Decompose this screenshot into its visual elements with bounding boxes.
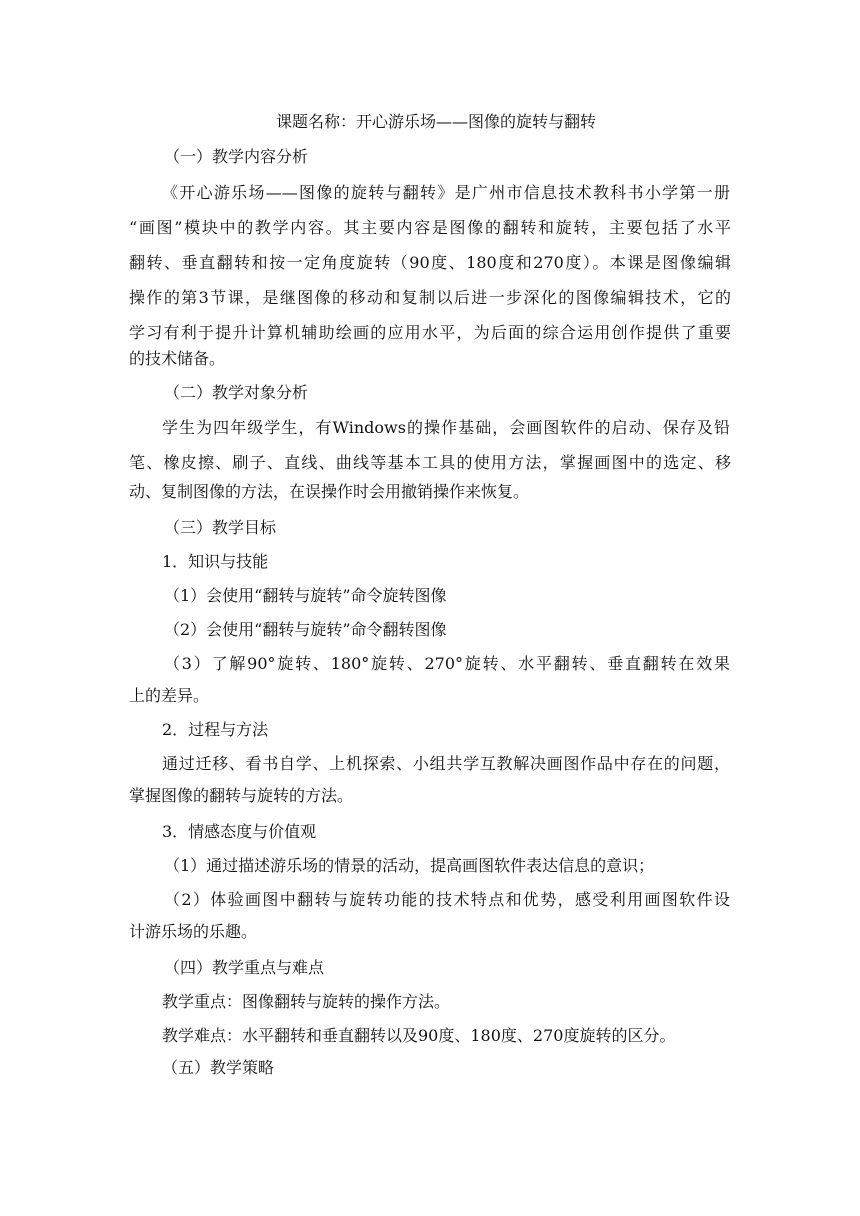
list-item: （1）会使用“翻转与旋转”命令旋转图像 — [164, 586, 447, 605]
paragraph-line: 通过迁移、看书自学、上机探索、小组共学互教解决画图作品中存在的问题， — [162, 754, 730, 773]
document-title: 课题名称：开心游乐场——图像的旋转与翻转 — [276, 112, 597, 131]
key-point-line: 教学重点：图像翻转与旋转的操作方法。 — [162, 992, 451, 1011]
paragraph-line: 学习有利于提升计算机辅助绘画的应用水平，为后面的综合运用创作提供了重要 — [129, 323, 731, 342]
paragraph-line: 掌握图像的翻转与旋转的方法。 — [129, 786, 354, 805]
paragraph-line: 的技术储备。 — [129, 349, 226, 368]
paragraph-line: 动、复制图像的方法，在误操作时会用撤销操作来恢复。 — [129, 482, 530, 501]
section-heading-content-analysis: （一）教学内容分析 — [164, 147, 309, 166]
paragraph-line: 笔、橡皮擦、刷子、直线、曲线等基本工具的使用方法，掌握画图中的选定、移 — [129, 453, 731, 472]
list-item: （2）会使用“翻转与旋转”命令翻转图像 — [164, 620, 447, 639]
list-item: （3）了解90°旋转、180°旋转、270°旋转、水平翻转、垂直翻转在效果 — [164, 654, 730, 673]
list-item-continuation: 上的差异。 — [129, 686, 210, 705]
subheading-process-methods: 2．过程与方法 — [162, 720, 269, 739]
list-item-continuation: 计游乐场的乐趣。 — [129, 922, 258, 941]
paragraph-line: “画图”模块中的教学内容。其主要内容是图像的翻转和旋转，主要包括了水平 — [129, 218, 731, 237]
subheading-knowledge-skills: 1．知识与技能 — [162, 552, 269, 571]
subheading-attitudes-values: 3．情感态度与价值观 — [162, 822, 317, 841]
list-item: （2）体验画图中翻转与旋转功能的技术特点和优势，感受利用画图软件设 — [164, 890, 730, 909]
difficulty-line: 教学难点：水平翻转和垂直翻转以及90度、180度、270度旋转的区分。 — [162, 1026, 676, 1045]
section-heading-learner-analysis: （二）教学对象分析 — [164, 383, 309, 402]
paragraph-line: 翻转、垂直翻转和按一定角度旋转（90度、180度和270度）。本课是图像编辑 — [129, 253, 731, 272]
section-heading-objectives: （三）教学目标 — [164, 518, 277, 537]
paragraph-line: 《开心游乐场——图像的旋转与翻转》是广州市信息技术教科书小学第一册 — [162, 183, 730, 202]
section-heading-strategy: （五）教学策略 — [162, 1058, 275, 1077]
list-item: （1）通过描述游乐场的情景的活动，提高画图软件表达信息的意识； — [164, 856, 655, 875]
section-heading-key-difficulties: （四）教学重点与难点 — [164, 958, 325, 977]
paragraph-line: 操作的第3节课，是继图像的移动和复制以后进一步深化的图像编辑技术，它的 — [129, 288, 731, 307]
paragraph-line: 学生为四年级学生，有Windows的操作基础，会画图软件的启动、保存及铅 — [162, 418, 730, 437]
